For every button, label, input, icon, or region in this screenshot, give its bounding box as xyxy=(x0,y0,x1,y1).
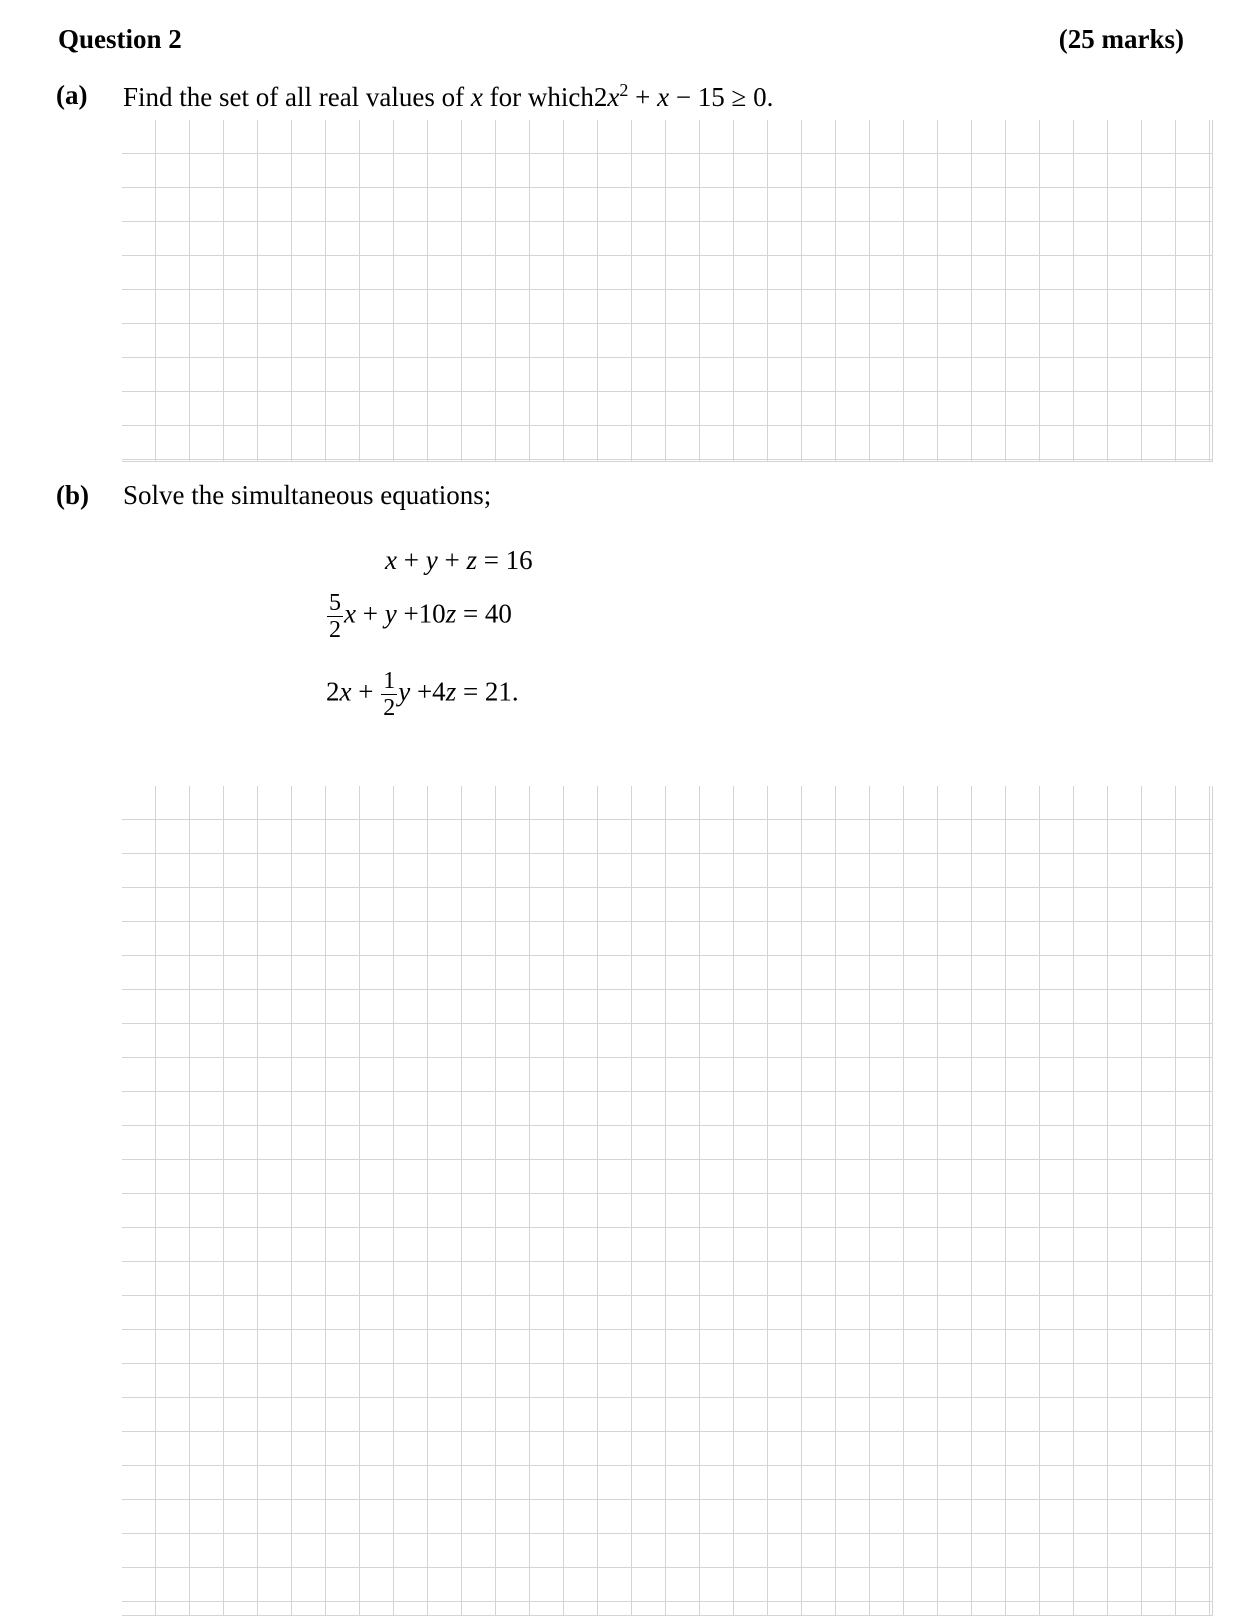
question-title: Question 2 xyxy=(58,24,182,54)
part-a-var: x xyxy=(470,82,483,112)
part-b-label: (b) xyxy=(56,480,89,510)
eq2-y: y xyxy=(384,598,397,629)
equation-2 xyxy=(326,590,512,643)
eq1-x: x xyxy=(385,545,397,575)
part-a-question xyxy=(123,80,773,113)
answer-grid-b[interactable] xyxy=(122,786,1213,1616)
eq2-p2: +10 xyxy=(403,598,446,629)
part-b-text: Solve the simultaneous equations; xyxy=(123,480,492,510)
eq3-fraction xyxy=(381,668,397,721)
expr-coef: 2 xyxy=(593,82,608,112)
question-marks: (25 marks) xyxy=(1058,24,1184,54)
expr-var: x xyxy=(607,82,620,112)
eq2-den: 2 xyxy=(329,617,341,643)
expr-exp: 2 xyxy=(619,80,629,100)
expr-var2: x xyxy=(657,82,670,112)
answer-grid-a[interactable] xyxy=(122,120,1213,462)
eq1-z: z xyxy=(466,545,477,575)
eq3-c1: 2 xyxy=(326,676,340,707)
eq1-p1: + xyxy=(403,545,419,575)
equation-1 xyxy=(385,545,533,576)
eq1-p2: + xyxy=(444,545,460,575)
part-a-label: (a) xyxy=(56,80,88,110)
eq1-y: y xyxy=(425,545,438,575)
part-a-text: Find the set of all real values of xyxy=(123,82,465,112)
eq3-den: 2 xyxy=(383,695,396,721)
expr-tail: − 15 ≥ 0. xyxy=(675,82,774,112)
eq3-x: x xyxy=(339,676,352,707)
eq2-p1: + xyxy=(362,598,378,629)
eq3-p2: +4 xyxy=(416,676,446,707)
part-a-inequality xyxy=(594,82,774,112)
eq2-num: 5 xyxy=(329,590,341,616)
eq3-z: z xyxy=(445,676,457,707)
equation-3 xyxy=(326,668,519,721)
eq3-y: y xyxy=(398,676,411,707)
eq3-p1: + xyxy=(358,676,374,707)
eq3-rhs: = 21. xyxy=(462,676,519,707)
eq3-num: 1 xyxy=(383,668,396,694)
eq2-z: z xyxy=(445,598,457,629)
eq1-rhs: = 16 xyxy=(483,545,533,575)
eq2-x: x xyxy=(344,598,356,629)
part-a-text2: for which xyxy=(489,82,594,112)
expr-op1: + xyxy=(635,82,651,112)
eq2-fraction xyxy=(327,590,343,643)
eq2-rhs: = 40 xyxy=(462,598,512,629)
